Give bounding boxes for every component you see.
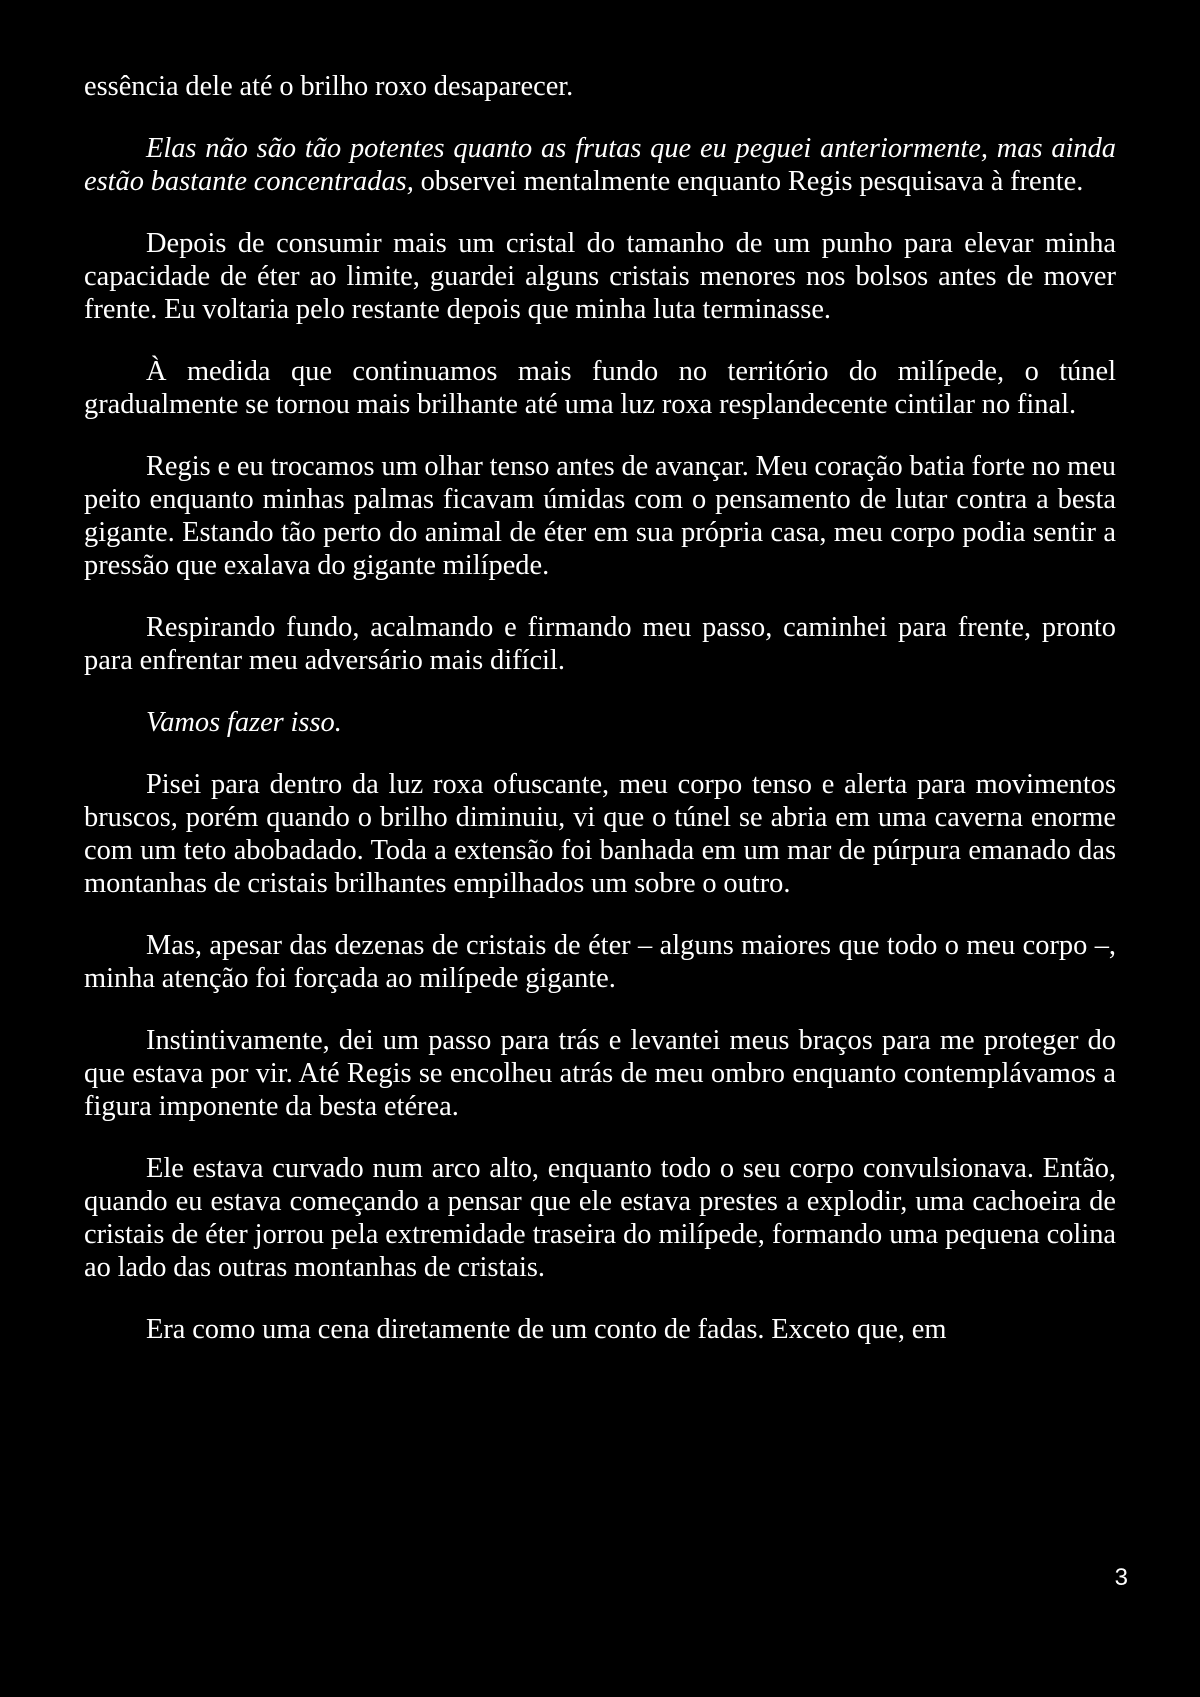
paragraph-11-text: Ele estava curvado num arco alto, enquanto todo o seu corpo convulsionava. Então, quando eu estava começando a pensar que ele estava prestes a explodir, uma cachoeira de cristais de éter jorrou pela extremidade traseira do milípede, formando uma pequena colina ao lado das outras montanhas de cristais. [84,1153,1116,1283]
paragraph-9 [84,929,1116,995]
paragraph-8-text: Pisei para dentro da luz roxa ofuscante, meu corpo tenso e alerta para movimentos bruscos, porém quando o brilho diminuiu, vi que o túnel se abria em uma caverna enorme com um teto abobadado. Toda a extensão foi banhada em um mar de púrpura emanado das montanhas de cristais brilhantes empilhados um sobre o outro. [84,769,1116,899]
paragraph-11 [84,1152,1116,1284]
paragraph-1-text: essência dele até o brilho roxo desaparecer. [84,71,574,102]
paragraph-2 [84,132,1116,198]
paragraph-3-text: Depois de consumir mais um cristal do tamanho de um punho para elevar minha capacidade de éter ao limite, guardei alguns cristais menores nos bolsos antes de mover frente. Eu voltaria pelo restante depois que minha luta terminasse. [84,228,1116,325]
paragraph-7 [84,706,1116,739]
paragraph-10-text: Instintivamente, dei um passo para trás e levantei meus braços para me proteger do que estava por vir. Até Regis se encolheu atrás de meu ombro enquanto contemplávamos a figura imponente da besta etérea. [84,1025,1116,1122]
paragraph-5-text: Regis e eu trocamos um olhar tenso antes de avançar. Meu coração batia forte no meu peito enquanto minhas palmas ficavam úmidas com o pensamento de lutar contra a besta gigante. Estando tão perto do animal de éter em sua própria casa, meu corpo podia sentir a pressão que exalava do gigante milípede. [84,451,1116,581]
paragraph-6 [84,611,1116,677]
paragraph-2-italic-thought: Elas não são tão potentes quanto as frutas que eu peguei anteriormente, mas ainda estão bastante concentradas, [84,133,1116,197]
page-number: 3 [1114,1564,1128,1591]
paragraph-6-text: Respirando fundo, acalmando e firmando meu passo, caminhei para frente, pronto para enfrentar meu adversário mais difícil. [84,612,1116,676]
paragraph-4 [84,355,1116,421]
paragraph-4-text: À medida que continuamos mais fundo no território do milípede, o túnel gradualmente se tornou mais brilhante até uma luz roxa resplandecente cintilar no final. [84,356,1116,420]
paragraph-9-text: Mas, apesar das dezenas de cristais de éter – alguns maiores que todo o meu corpo –, minha atenção foi forçada ao milípede gigante. [84,930,1116,994]
paragraph-3 [84,227,1116,326]
paragraph-5 [84,450,1116,582]
paragraph-12-text: Era como uma cena diretamente de um conto de fadas. Exceto que, em [146,1314,947,1345]
paragraph-2-text: observei mentalmente enquanto Regis pesquisava à frente. [413,166,1084,197]
paragraph-12 [84,1313,1116,1346]
paragraph-8 [84,768,1116,900]
paragraph-7-italic-thought: Vamos fazer isso. [146,707,342,738]
page-body [84,70,1116,1375]
paragraph-10 [84,1024,1116,1123]
paragraph-1 [84,70,1116,103]
